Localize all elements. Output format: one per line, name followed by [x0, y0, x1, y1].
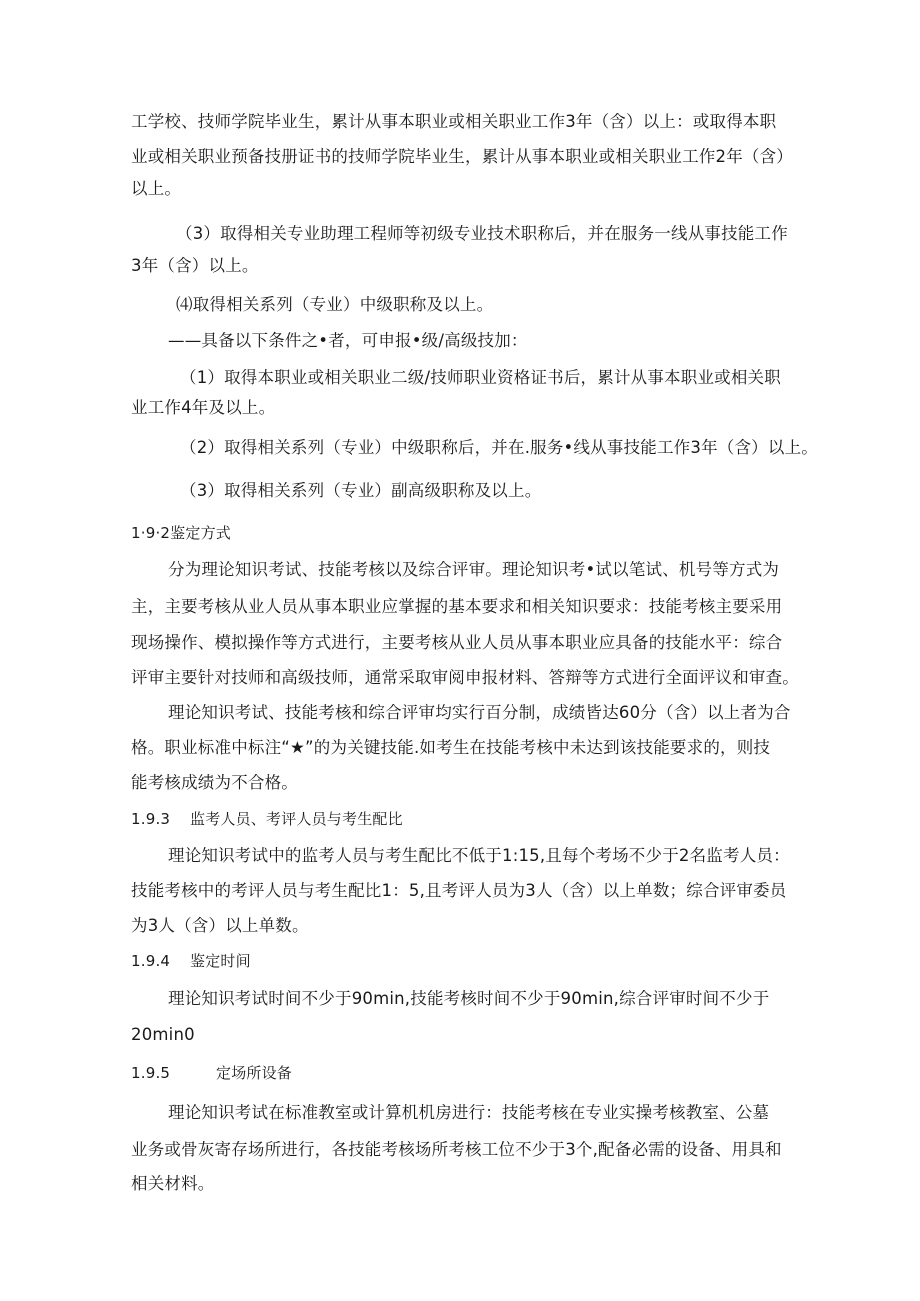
paragraph-line: 为3人（含）以上单数。 [131, 916, 309, 935]
paragraph-line: 格。职业标准中标注“★”的为关键技能.如考生在技能考核中未达到该技能要求的，则技 [131, 738, 771, 757]
list-item-line: （2）取得相关系列（专业）中级职称后，并在.服务•线从事技能工作3年（含）以上。 [180, 438, 818, 457]
section-number: 1.9.4 [131, 952, 171, 970]
list-item-line: （1）取得本职业或相关职业二级/技师职业资格证书后，累计从事本职业或相关职 [180, 368, 781, 387]
paragraph-line: 工学校、技师学院毕业生，累计从事本职业或相关职业工作3年（含）以上：或取得本职 [131, 112, 777, 131]
section-number: 1.9.3 [131, 810, 171, 828]
paragraph-line: 评审主要针对技师和高级技师，通常采取审阅申报材料、答辩等方式进行全面评议和审查。 [131, 668, 799, 687]
list-item-line: ⑷取得相关系列（专业）中级职称及以上。 [176, 295, 494, 314]
paragraph-line: 能考核成绩为不合格。 [131, 773, 298, 792]
paragraph-line: 相关材料。 [131, 1174, 215, 1193]
section-title: 定场所设备 [216, 1064, 293, 1082]
condition-intro: ——具备以下条件之•者，可申报•级/高级技加： [168, 331, 528, 350]
paragraph-line: 理论知识考试中的监考人员与考生配比不低于1:15,且每个考场不少于2名监考人员： [168, 846, 790, 865]
paragraph-line: 主，主要考核从业人员从事本职业应掌握的基本要求和相关知识要求：技能考核主要采用 [131, 597, 783, 616]
paragraph-line: 技能考核中的考评人员与考生配比1：5,且考评人员为3人（含）以上单数；综合评审委员 [131, 881, 787, 900]
list-item-line: 业工作4年及以上。 [131, 398, 276, 417]
paragraph-line: 以上。 [131, 179, 182, 198]
list-item-line: （3）取得相关专业助理工程师等初级专业技术职称后，并在服务一线从事技能工作 [176, 224, 788, 243]
list-item-line: 3年（含）以上。 [131, 256, 259, 275]
paragraph-line: 20min0 [131, 1025, 195, 1044]
list-item-line: （3）取得相关系列（专业）副高级职称及以上。 [180, 481, 542, 500]
section-heading: 1·9·2鉴定方式 [131, 524, 231, 542]
section-title: 鉴定时间 [190, 952, 251, 970]
paragraph-line: 业或相关职业预备技册证书的技师学院毕业生，累计从事本职业或相关职业工作2年（含） [131, 147, 793, 166]
section-number: 1.9.5 [131, 1064, 171, 1082]
section-title: 监考人员、考评人员与考生配比 [190, 810, 403, 828]
paragraph-line: 分为理论知识考试、技能考核以及综合评审。理论知识考•试以笔试、机号等方式为 [168, 560, 780, 579]
paragraph-line: 理论知识考试时间不少于90min,技能考核时间不少于90min,综合评审时间不少于 [168, 989, 770, 1008]
paragraph-line: 理论知识考试在标准教室或计算机机房进行：技能考核在专业实操考核教室、公墓 [168, 1103, 770, 1122]
paragraph-line: 现场操作、模拟操作等方式进行，主要考核从业人员从事本职业应具备的技能水平：综合 [131, 633, 783, 652]
paragraph-line: 理论知识考试、技能考核和综合评审均实行百分制，成绩皆达60分（含）以上者为合 [168, 703, 791, 722]
paragraph-line: 业务或骨灰寄存场所进行，各技能考核场所考核工位不少于3个,配备必需的设备、用具和 [131, 1140, 782, 1159]
